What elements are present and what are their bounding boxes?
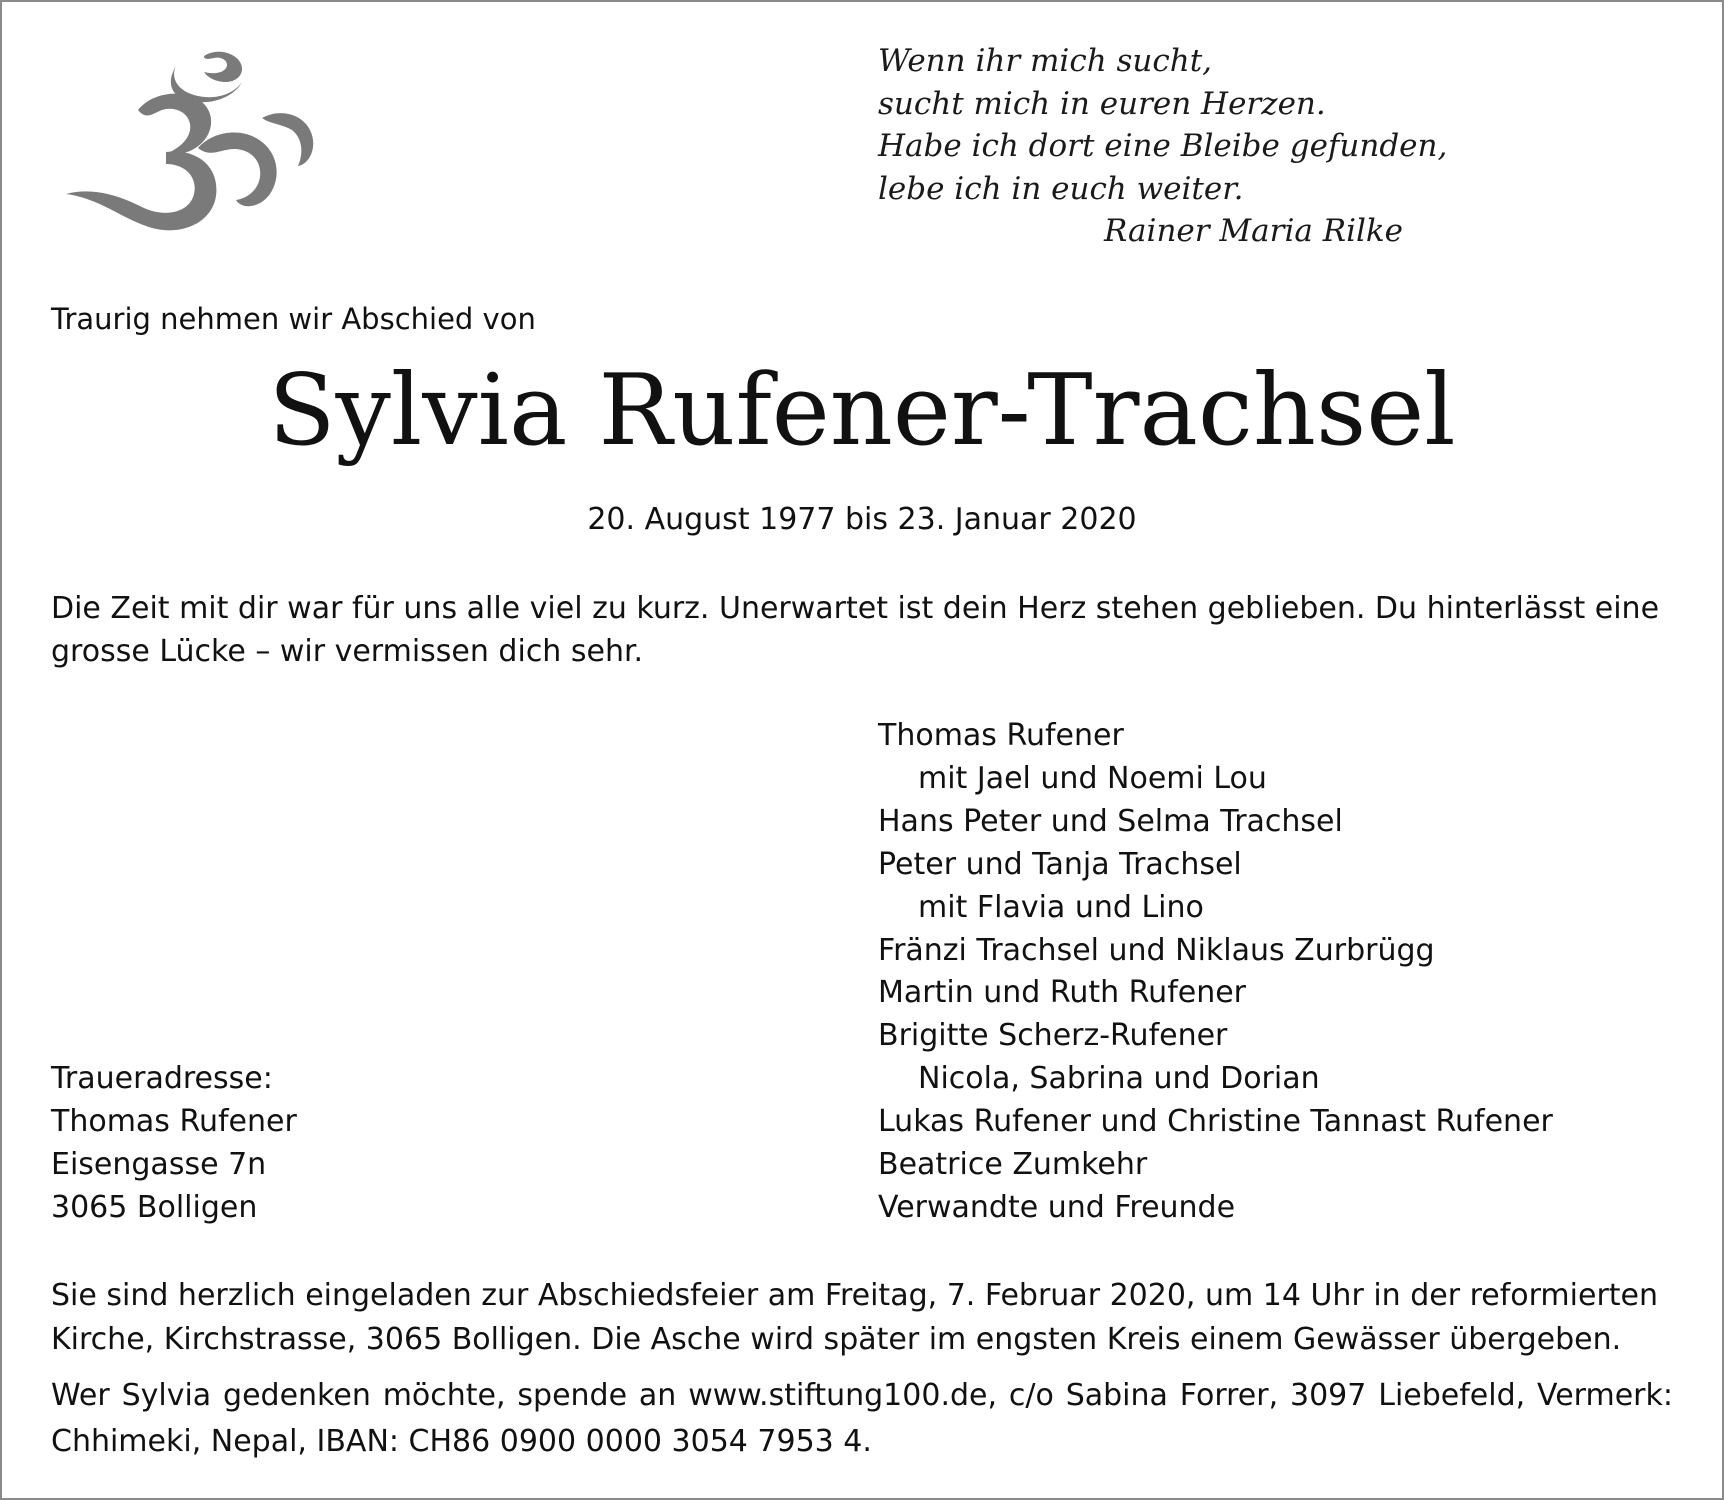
deceased-name: Sylvia Rufener-Trachsel [268, 354, 1456, 468]
address-city: 3065 Bolligen [51, 1189, 258, 1225]
mourner-entry: Hans Peter und Selma Trachsel [878, 803, 1343, 839]
mourner-entry: Martin und Ruth Rufener [878, 975, 1247, 1011]
mourner-entry: Thomas Rufener [878, 718, 1124, 753]
address-name: Thomas Rufener [51, 1103, 297, 1139]
poem-line: sucht mich in euren Herzen. [878, 85, 1326, 122]
mourner-entry: Verwandte und Freunde [878, 1189, 1236, 1225]
mourner-entry: mit Jael und Noemi Lou [918, 760, 1267, 796]
mourner-entry: Brigitte Scherz-Rufener [878, 1018, 1228, 1054]
mourning-address [51, 1058, 297, 1230]
intro-text: Traurig nehmen wir Abschied von [51, 302, 536, 336]
mourner-entry: Beatrice Zumkehr [878, 1147, 1148, 1183]
poem-line: Habe ich dort eine Bleibe gefunden, [878, 128, 1448, 164]
poem-quote [878, 40, 1447, 253]
mourner-entry: Fränzi Trachsel und Niklaus Zurbrügg [878, 932, 1435, 968]
poem-author: Rainer Maria Rilke [1104, 213, 1404, 249]
poem-line: Wenn ihr mich sucht, [878, 43, 1213, 79]
mourners-list [878, 715, 1553, 1230]
address-label: Traueradresse: [51, 1061, 273, 1096]
donation-notice: Wer Sylvia gedenken möchte, spende an www.stiftung100.de, c/o Sabina Forrer, 3097 Liebefeld, Vermerk: Chhimeki, Nepal, IBAN: CH86 0900 0000 3054 7953 4. [51, 1378, 1673, 1459]
tribute-message: Die Zeit mit dir war für uns alle viel zu kurz. Unerwartet ist dein Herz stehen geblieben. Du hinterlässt eine grosse Lücke – wir vermissen dich sehr. [51, 591, 1660, 669]
mourner-entry: mit Flavia und Lino [918, 889, 1204, 925]
mourner-entry: Peter und Tanja Trachsel [878, 846, 1242, 882]
om-symbol-icon [66, 48, 316, 258]
ceremony-invitation: Sie sind herzlich eingeladen zur Abschiedsfeier am Freitag, 7. Februar 2020, um 14 Uhr in der reformierten Kirche, Kirchstrasse, 3065 Bolligen. Die Asche wird später im engsten Kreis einem Gewässer übergeben. [51, 1278, 1659, 1357]
life-dates: 20. August 1977 bis 23. Januar 2020 [587, 502, 1137, 537]
mourner-entry: Nicola, Sabrina und Dorian [918, 1061, 1320, 1097]
address-street: Eisengasse 7n [51, 1146, 267, 1182]
poem-line: lebe ich in euch weiter. [878, 170, 1244, 207]
mourner-entry: Lukas Rufener und Christine Tannast Rufener [878, 1104, 1553, 1140]
